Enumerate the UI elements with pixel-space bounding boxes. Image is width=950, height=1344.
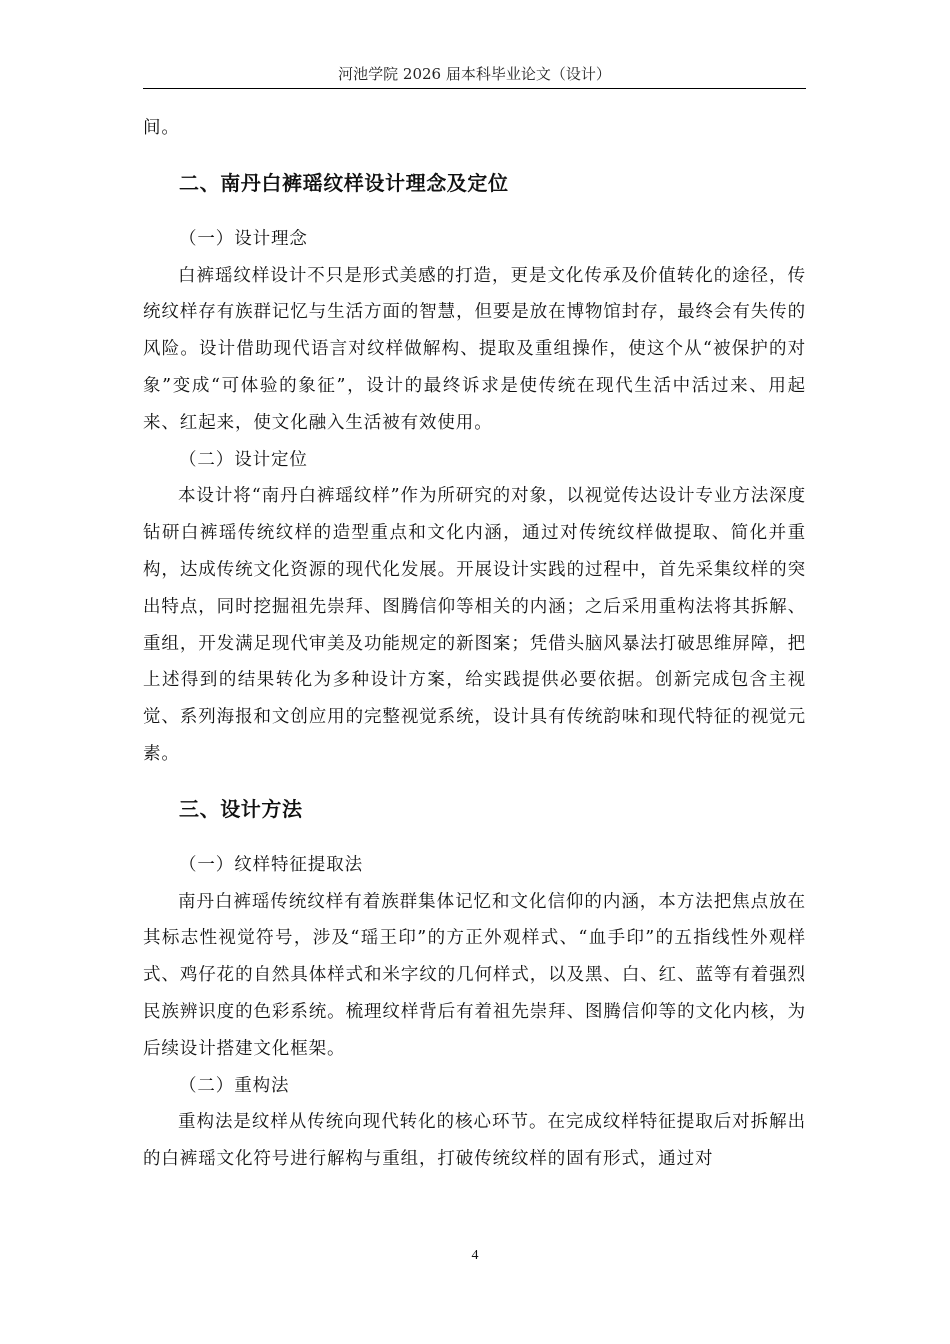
section-3-heading: 三、设计方法	[179, 796, 303, 821]
paragraph-design-positioning: 本设计将“南丹白裤瑶纹样”作为所研究的对象，以视觉传达设计专业方法深度钻研白裤瑶传统纹样的造型重点和文化内涵，通过对传统纹样做提取、简化并重构，达成传统文化资源的现代化发展。开展设计实践的过程中，首先采集纹样的突出特点，同时挖掘祖先崇拜、图腾信仰等相关的内涵；之后采用重构法将其拆解、重组，开发满足现代审美及功能规定的新图案；凭借头脑风暴法打破思维屏障，把上述得到的结果转化为多种设计方案，给实践提供必要依据。创新完成包含主视觉、系列海报和文创应用的完整视觉系统，设计具有传统韵味和现代特征的视觉元素。	[143, 486, 806, 764]
page-body	[143, 110, 806, 1178]
page-number: 4	[471, 1248, 479, 1263]
continuation-text: 间。	[143, 118, 180, 138]
subsection-3-1-heading: （一）纹样特征提取法	[179, 854, 363, 875]
paragraph-reconstruction: 重构法是纹样从传统向现代转化的核心环节。在完成纹样特征提取后对拆解出的白裤瑶文化符号进行解构与重组，打破传统纹样的固有形式，通过对	[143, 1112, 806, 1170]
paragraph-feature-extraction: 南丹白裤瑶传统纹样有着族群集体记忆和文化信仰的内涵，本方法把焦点放在其标志性视觉符号，涉及“瑶王印”的方正外观样式、“血手印”的五指线性外观样式、鸡仔花的自然具体样式和米字纹的几何样式，以及黑、白、红、蓝等有着强烈民族辨识度的色彩系统。梳理纹样背后有着祖先崇拜、图腾信仰等的文化内核，为后续设计搭建文化框架。	[143, 891, 806, 1059]
subsection-2-2-heading: （二）设计定位	[179, 449, 308, 470]
paragraph-design-concept: 白裤瑶纹样设计不只是形式美感的打造，更是文化传承及价值转化的途径，传统纹样存有族群记忆与生活方面的智慧，但要是放在博物馆封存，最终会有失传的风险。设计借助现代语言对纹样做解构、提取及重组操作，使这个从“被保护的对象”变成“可体验的象征”，设计的最终诉求是使传统在现代生活中活过来、用起来、红起来，使文化融入生活被有效使用。	[143, 265, 806, 433]
section-2-heading: 二、南丹白裤瑶纹样设计理念及定位	[179, 170, 509, 195]
subsection-2-1-heading: （一）设计理念	[179, 228, 308, 249]
running-header: 河池学院 2026 届本科毕业论文（设计）	[143, 64, 806, 89]
subsection-3-2-heading: （二）重构法	[179, 1075, 290, 1096]
